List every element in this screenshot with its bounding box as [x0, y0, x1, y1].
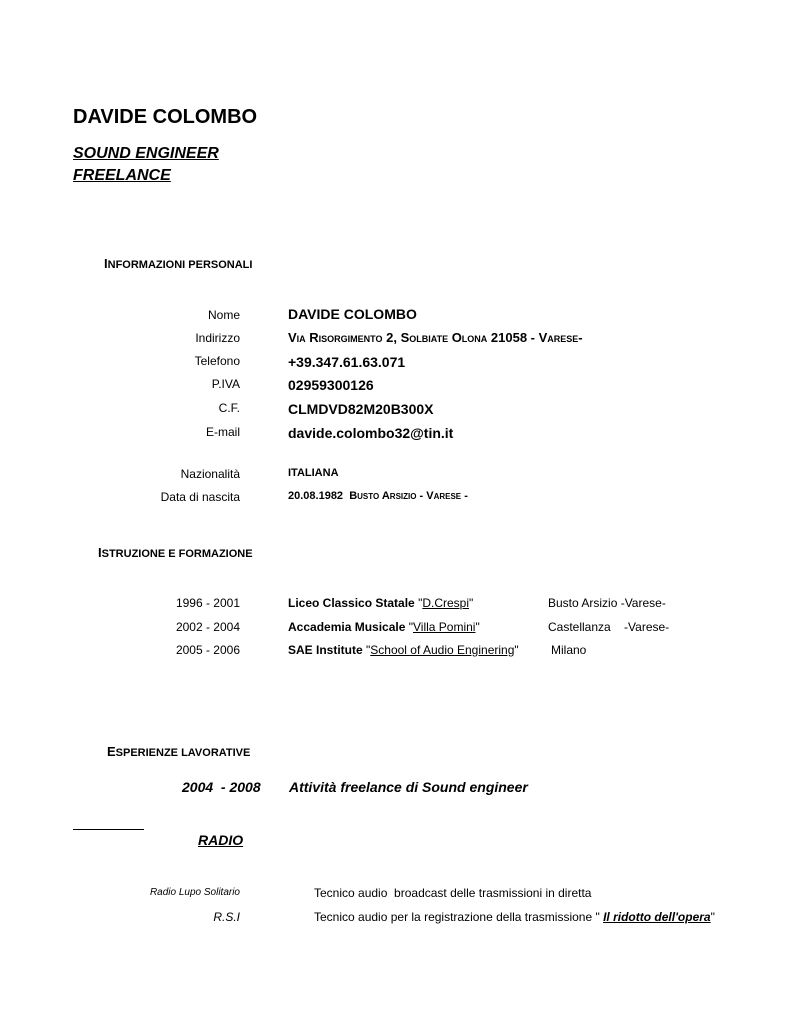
- label-indirizzo: Indirizzo: [195, 331, 240, 345]
- edu-place-3: Milano: [551, 643, 587, 657]
- label-telefono: Telefono: [194, 354, 240, 368]
- job-employer-2: R.S.I: [213, 910, 240, 924]
- edu-school-1: Liceo Classico Statale "D.Crespi": [288, 596, 474, 610]
- label-email: E-mail: [205, 425, 240, 439]
- section-education: ISTRUZIONE E FORMAZIONE: [98, 545, 253, 560]
- label-nazionalita: Nazionalità: [180, 467, 240, 481]
- value-cf: CLMDVD82M20B300X: [288, 401, 434, 417]
- job-task-1: Tecnico audio broadcast delle trasmissioni in diretta: [314, 886, 592, 900]
- job-employer-1: Radio Lupo Solitario: [149, 887, 240, 898]
- value-nazionalita: ITALIANA: [288, 467, 339, 479]
- value-piva: 02959300126: [288, 377, 374, 393]
- role-line-2: FREELANCE: [73, 167, 171, 184]
- edu-place-2: Castellanza -Varese-: [548, 620, 670, 634]
- edu-school-3: SAE Institute "School of Audio Enginering": [288, 643, 519, 657]
- radio-heading: RADIO: [198, 832, 244, 848]
- experience-description: Attività freelance di Sound engineer: [289, 779, 528, 795]
- section-personal-info: INFORMAZIONI PERSONALI: [104, 256, 253, 271]
- label-nome: Nome: [207, 308, 240, 322]
- edu-years-2: 2002 - 2004: [175, 620, 240, 634]
- value-email: davide.colombo32@tin.it: [288, 425, 454, 441]
- value-nome: DAVIDE COLOMBO: [288, 306, 417, 322]
- value-indirizzo: Via Risorgimento 2, Solbiate Olona 21058 - Varese-: [288, 330, 583, 345]
- cv-name-title: DAVIDE COLOMBO: [73, 106, 258, 128]
- experience-years: 2004 - 2008: [182, 779, 261, 795]
- job-task-2: Tecnico audio per la registrazione della trasmissione " Il ridotto dell'opera": [314, 910, 715, 924]
- role-line-1: SOUND ENGINEER: [73, 145, 219, 162]
- edu-years-3: 2005 - 2006: [175, 643, 240, 657]
- edu-school-2: Accademia Musicale "Villa Pomini": [288, 620, 480, 634]
- edu-place-1: Busto Arsizio -Varese-: [548, 596, 666, 610]
- section-experience: ESPERIENZE LAVORATIVE: [107, 744, 251, 759]
- label-piva: P.IVA: [211, 377, 240, 391]
- value-telefono: +39.347.61.63.071: [288, 354, 406, 370]
- label-data-nascita: Data di nascita: [160, 490, 240, 504]
- edu-years-1: 1996 - 2001: [175, 596, 240, 610]
- value-data-nascita: 20.08.1982 Busto Arsizio - Varese -: [288, 490, 468, 502]
- divider-line: [73, 829, 144, 830]
- label-cf: C.F.: [218, 401, 240, 415]
